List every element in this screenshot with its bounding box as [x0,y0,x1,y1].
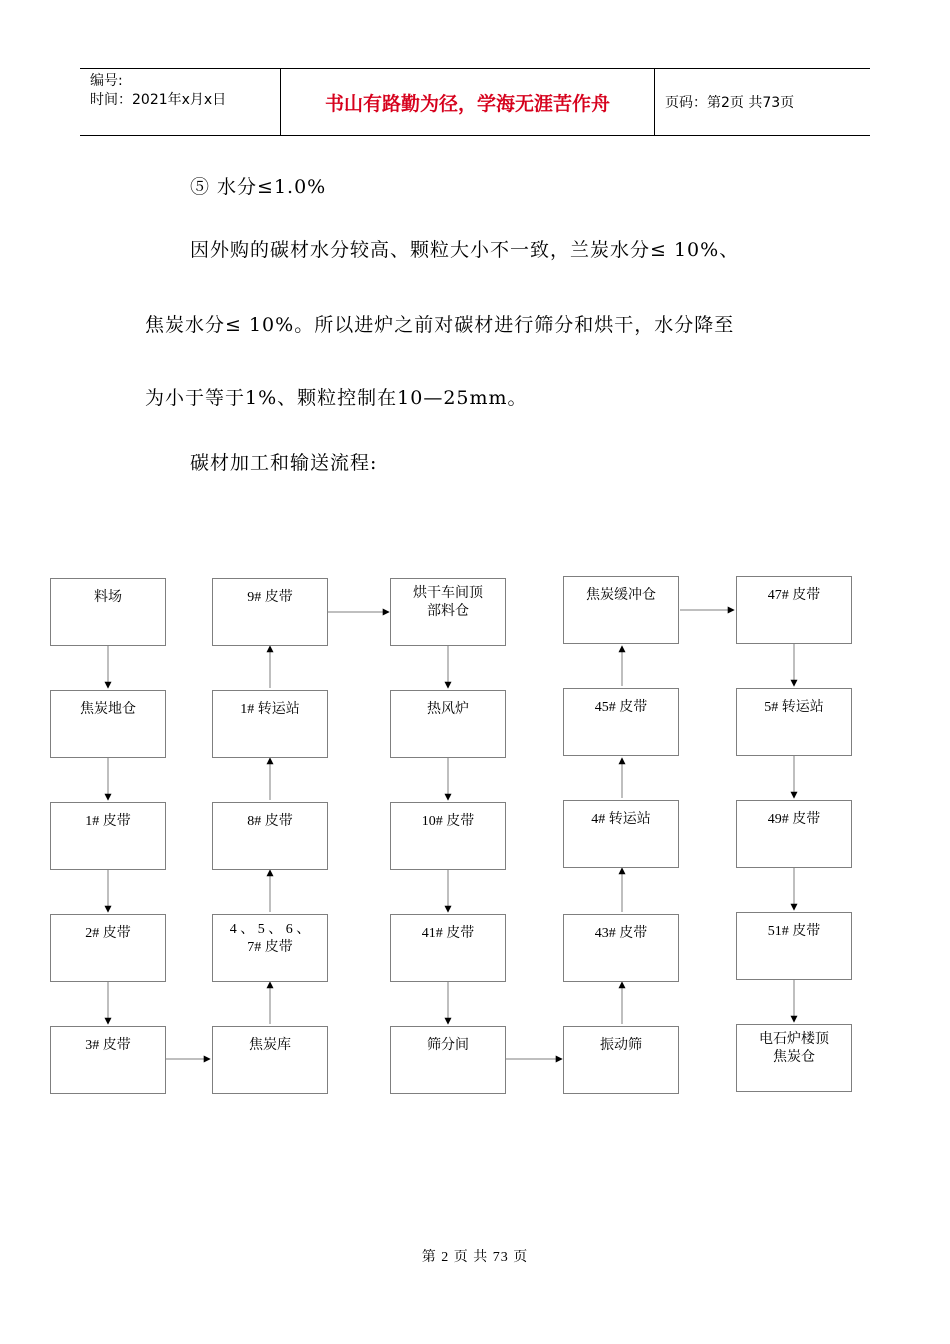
flow-step-belt-43: 43# 皮带 [563,914,679,982]
header-motto: 书山有路勤为径，学海无涯苦作舟 [281,69,655,135]
flow-step-belt-8: 8# 皮带 [212,802,328,870]
flow-step-belt-3: 3# 皮带 [50,1026,166,1094]
flow-heading: 碳材加工和输送流程: [190,452,378,474]
time-label: 时间：2021年x月x日 [90,92,227,108]
flow-step-belt-9: 9# 皮带 [212,578,328,646]
flow-step-belt-47: 47# 皮带 [736,576,852,644]
flow-step-belt-1: 1# 皮带 [50,802,166,870]
flow-step-screening-room: 筛分间 [390,1026,506,1094]
flow-step-belt-4-7: 4 、 5 、 6 、 7# 皮带 [212,914,328,982]
flow-step-belt-2: 2# 皮带 [50,914,166,982]
flow-step-furnace-top-coke-bin: 电石炉楼顶 焦炭仓 [736,1024,852,1092]
flow-step-vibrating-screen: 振动筛 [563,1026,679,1094]
flow-step-hot-air-furnace: 热风炉 [390,690,506,758]
flow-step-coke-ground-bin: 焦炭地仓 [50,690,166,758]
flow-step-coke-buffer-bin: 焦炭缓冲仓 [563,576,679,644]
flow-step-transfer-station-1: 1# 转运站 [212,690,328,758]
page-footer: 第 2 页 共 73 页 [421,1250,529,1265]
number-label: 编号: [90,73,123,89]
flow-step-transfer-station-5: 5# 转运站 [736,688,852,756]
flow-step-belt-45: 45# 皮带 [563,688,679,756]
paragraph-line-3: 为小于等于1%、颗粒控制在10—25mm。 [145,387,528,409]
flow-step-material-yard: 料场 [50,578,166,646]
flow-step-belt-49: 49# 皮带 [736,800,852,868]
flow-step-transfer-station-4: 4# 转运站 [563,800,679,868]
moisture-spec: ⑤ 水分≤1.0% [190,176,327,198]
paragraph-line-2: 焦炭水分≤ 10%。所以进炉之前对碳材进行筛分和烘干，水分降至 [145,314,735,336]
flow-step-belt-10: 10# 皮带 [390,802,506,870]
flow-step-belt-41: 41# 皮带 [390,914,506,982]
flow-step-belt-51: 51# 皮带 [736,912,852,980]
flow-step-coke-warehouse: 焦炭库 [212,1026,328,1094]
header-page-info: 页码：第2页 共73页 [665,95,795,111]
flow-step-dryer-top-bin: 烘干车间顶 部料仓 [390,578,506,646]
paragraph-line-1: 因外购的碳材水分较高、颗粒大小不一致，兰炭水分≤ 10%、 [190,239,740,261]
